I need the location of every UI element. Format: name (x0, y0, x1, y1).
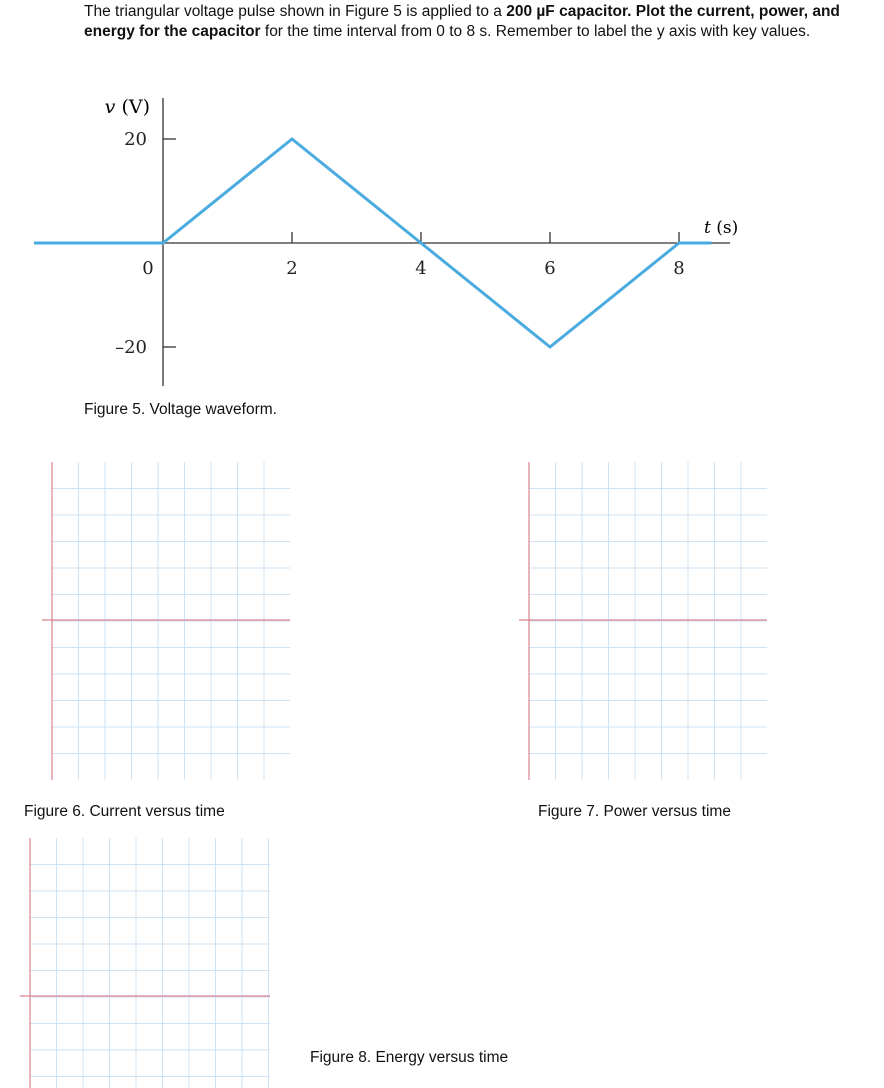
figure6-caption: Figure 6. Current versus time (24, 803, 225, 820)
voltage-chart (34, 96, 738, 386)
problem-capacitor-value: 200 µF capacitor. (506, 3, 632, 20)
current-grid[interactable] (42, 462, 290, 780)
y-tick-label: –20 (115, 337, 147, 358)
figure8-caption: Figure 8. Energy versus time (310, 1049, 509, 1066)
y-axis-label: v (V) (104, 96, 150, 118)
x-tick-label: 8 (673, 258, 685, 279)
x-tick-label: 0 (142, 258, 154, 279)
x-tick-label: 6 (544, 258, 556, 279)
problem-instruction: Plot the current, power, and energy for the capacitor (84, 3, 840, 40)
y-tick-label: 20 (124, 129, 147, 150)
x-tick-label: 2 (286, 258, 298, 279)
x-axis-label: t (s) (704, 218, 739, 238)
problem-text-1: The triangular voltage pulse shown in Figure 5 is applied to a (84, 3, 507, 20)
problem-text-3: for the time interval from 0 to 8 s. Remember to label the y axis with key values. (260, 23, 811, 40)
energy-grid[interactable] (20, 838, 270, 1088)
figure5-caption: Figure 5. Voltage waveform. (84, 401, 277, 418)
figure7-caption: Figure 7. Power versus time (538, 803, 731, 820)
x-tick-label: 4 (415, 258, 427, 279)
power-grid[interactable] (519, 462, 767, 780)
